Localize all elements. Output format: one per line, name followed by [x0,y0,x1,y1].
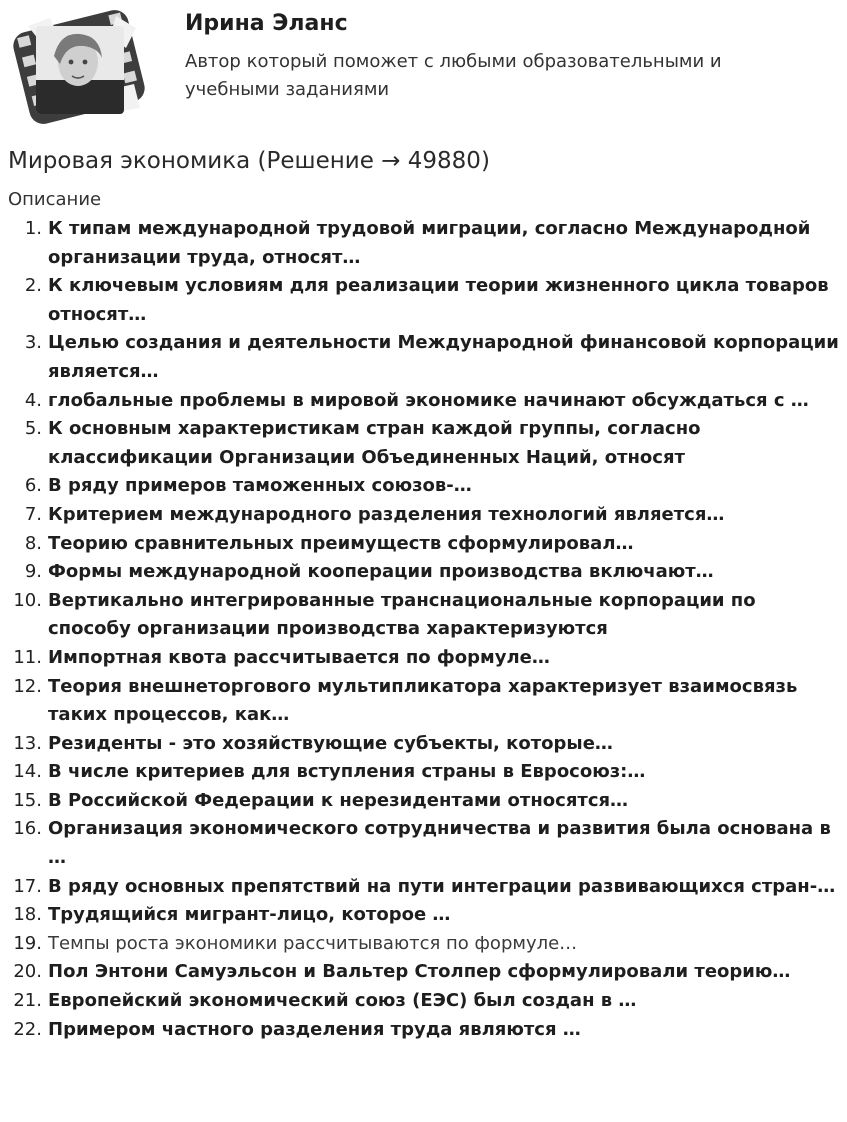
list-item-text: Примером частного разделения труда являются … [48,1018,581,1040]
list-item-number: 3. [24,332,42,354]
list-item-text: Критерием международного разделения технологий является… [48,503,725,525]
list-item-number: 2. [24,275,42,297]
list-item-text: Европейский экономический союз (ЕЭС) был создан в … [48,990,637,1012]
list-item [0,272,847,329]
list-item-text: Теорию сравнительных преимуществ сформулировал… [48,532,634,554]
list-item [0,587,847,644]
list-item-number: 16. [13,818,42,840]
list-item [0,815,847,872]
author-avatar [8,8,150,126]
list-item-number: 5. [24,418,42,440]
list-item [0,530,847,559]
list-item-text: К ключевым условиям для реализации теории жизненного цикла товаров относят… [48,275,829,325]
list-item-number: 14. [13,761,42,783]
author-name: Ирина Эланс [185,11,348,36]
list-item-number: 21. [13,990,42,1012]
list-item-text: В ряду примеров таможенных союзов-… [48,475,472,497]
list-item-number: 19. [13,932,42,954]
list-item-number: 11. [13,646,42,668]
list-item-number: 8. [24,532,42,554]
list-item-number: 13. [13,732,42,754]
list-item [0,673,847,730]
list-item-number: 10. [13,589,42,611]
list-item [0,329,847,386]
list-item [0,987,847,1016]
list-item [0,958,847,987]
list-item-number: 22. [13,1018,42,1040]
list-item [0,787,847,816]
list-item-text: В ряду основных препятствий на пути интеграции развивающихся стран-… [48,875,836,897]
page-title: Мировая экономика (Решение → 49880) [8,148,490,174]
list-item-text: Импортная квота рассчитывается по формуле… [48,646,550,668]
list-item [0,215,847,272]
list-item-text: К основным характеристикам стран каждой группы, согласно классификации Организации Объединенных Наций, относят [48,418,701,468]
list-item [0,558,847,587]
list-item [0,472,847,501]
list-item-number: 17. [13,875,42,897]
list-item-number: 1. [24,218,42,239]
list-item-text: Формы международной кооперации производства включают… [48,561,714,583]
author-description: Автор который поможет с любыми образовательными и учебными заданиями [185,51,722,100]
list-item-text: Трудящийся мигрант-лицо, которое … [48,904,451,926]
list-item-text: Резиденты - это хозяйствующие субъекты, которые… [48,732,613,754]
list-item-text: В Российской Федерации к нерезидентами относятся… [48,789,629,811]
list-item-text: В числе критериев для вступления страны в Евросоюз:… [48,761,646,783]
list-item [0,901,847,930]
list-item-text: Организация экономического сотрудничества и развития была основана в … [48,818,831,869]
film-strip-avatar-icon [8,8,150,126]
list-item [0,1016,847,1045]
list-item-text: Теория внешнеторгового мультипликатора характеризует взаимосвязь таких процессов, как… [48,675,798,726]
list-item-number: 6. [24,475,42,497]
list-item-text: глобальные проблемы в мировой экономике начинают обсуждаться с … [48,389,809,411]
list-item [0,873,847,902]
list-item-number: 4. [24,389,42,411]
list-item-number: 7. [24,503,42,525]
list-item [0,930,847,959]
list-item-text: Пол Энтони Самуэльсон и Вальтер Столпер сформулировали теорию… [48,961,791,983]
list-item [0,387,847,416]
list-item [0,644,847,673]
list-item-text: Вертикально интегрированные транснациональные корпорации по способу организации производства характеризуются [48,589,756,640]
list-item-text: Темпы роста экономики рассчитываются по формуле… [48,932,578,954]
list-item-text: Целью создания и деятельности Международной финансовой корпорации является… [48,332,839,382]
description-label: Описание [8,189,102,210]
list-item-number: 15. [13,789,42,811]
author-header [0,0,847,140]
list-item-number: 9. [24,561,42,583]
list-item [0,501,847,530]
list-item [0,758,847,787]
list-item-number: 12. [13,675,42,697]
list-item-number: 20. [13,961,42,983]
list-item [0,730,847,759]
list-item-number: 18. [13,904,42,926]
list-item [0,415,847,472]
question-list [0,215,847,1044]
list-item-text: К типам международной трудовой миграции, согласно Международной организации труда, относят… [48,218,811,268]
